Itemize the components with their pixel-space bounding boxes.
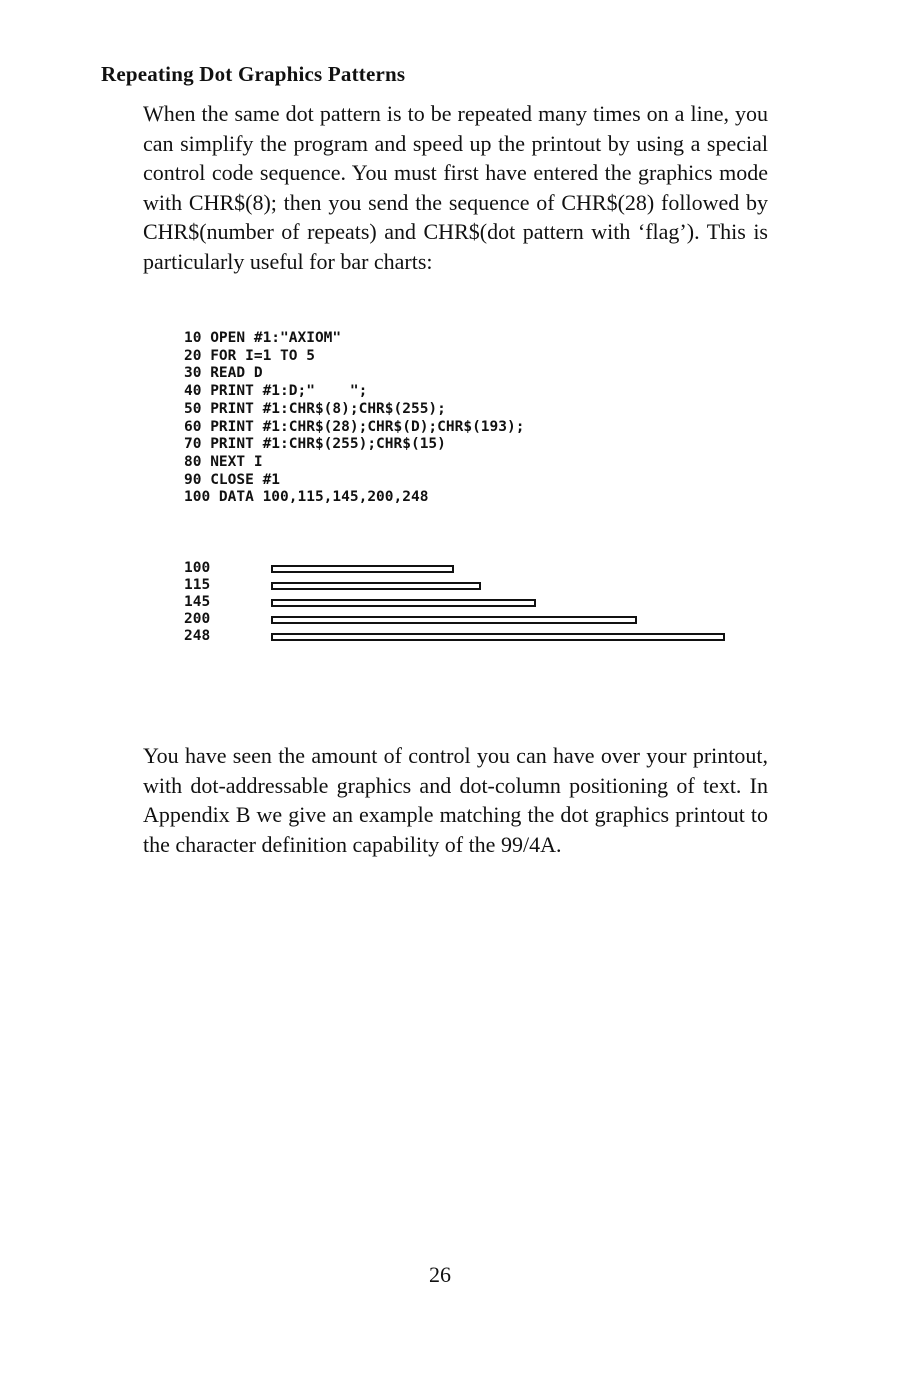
code-line: 80 NEXT I [184,453,263,470]
code-line: 100 DATA 100,115,145,200,248 [184,489,429,506]
code-line: 30 READ D [184,365,263,382]
bar-value-label: 248 [184,628,211,644]
bar-value-label: 200 [184,611,211,627]
bar [271,616,637,624]
bar [271,633,725,641]
code-line: 60 PRINT #1:CHR$(28);CHR$(D);CHR$(193); [184,418,525,435]
code-line: 10 OPEN #1:"AXIOM" [184,330,342,346]
bar [271,565,454,573]
closing-paragraph: You have seen the amount of control you can have over your printout, with dot-addressable graphics and dot-column positioning of text. In Appendix B we give an example matching the dot graphics printout to the character definition capability of the 99/4A. [143,743,768,857]
bar-value-label: 145 [184,594,211,610]
section-heading: Repeating Dot Graphics Patterns [101,62,406,86]
bar [271,582,481,590]
page-number: 26 [429,1262,451,1287]
code-line: 20 FOR I=1 TO 5 [184,347,315,364]
code-line: 40 PRINT #1:D;" "; [184,383,368,400]
code-line: 70 PRINT #1:CHR$(255);CHR$(15) [184,436,446,453]
bar-chart-printout [184,560,744,660]
bar-value-label: 115 [184,577,211,593]
code-line: 90 CLOSE #1 [184,471,281,488]
bar-value-label: 100 [184,560,211,576]
code-line: 50 PRINT #1:CHR$(8);CHR$(255); [184,400,446,417]
bar [271,599,536,607]
intro-paragraph: When the same dot pattern is to be repeated many times on a line, you can simplify the program and speed up the printout by using a special control code sequence. You must first have entered the graphics mode with CHR$(8); then you send the sequence of CHR$(28) followed by CHR$(number of repeats) and CHR$(dot pattern with ‘flag’). This is particularly useful for bar charts: [143,101,768,274]
basic-program-listing [184,330,524,507]
